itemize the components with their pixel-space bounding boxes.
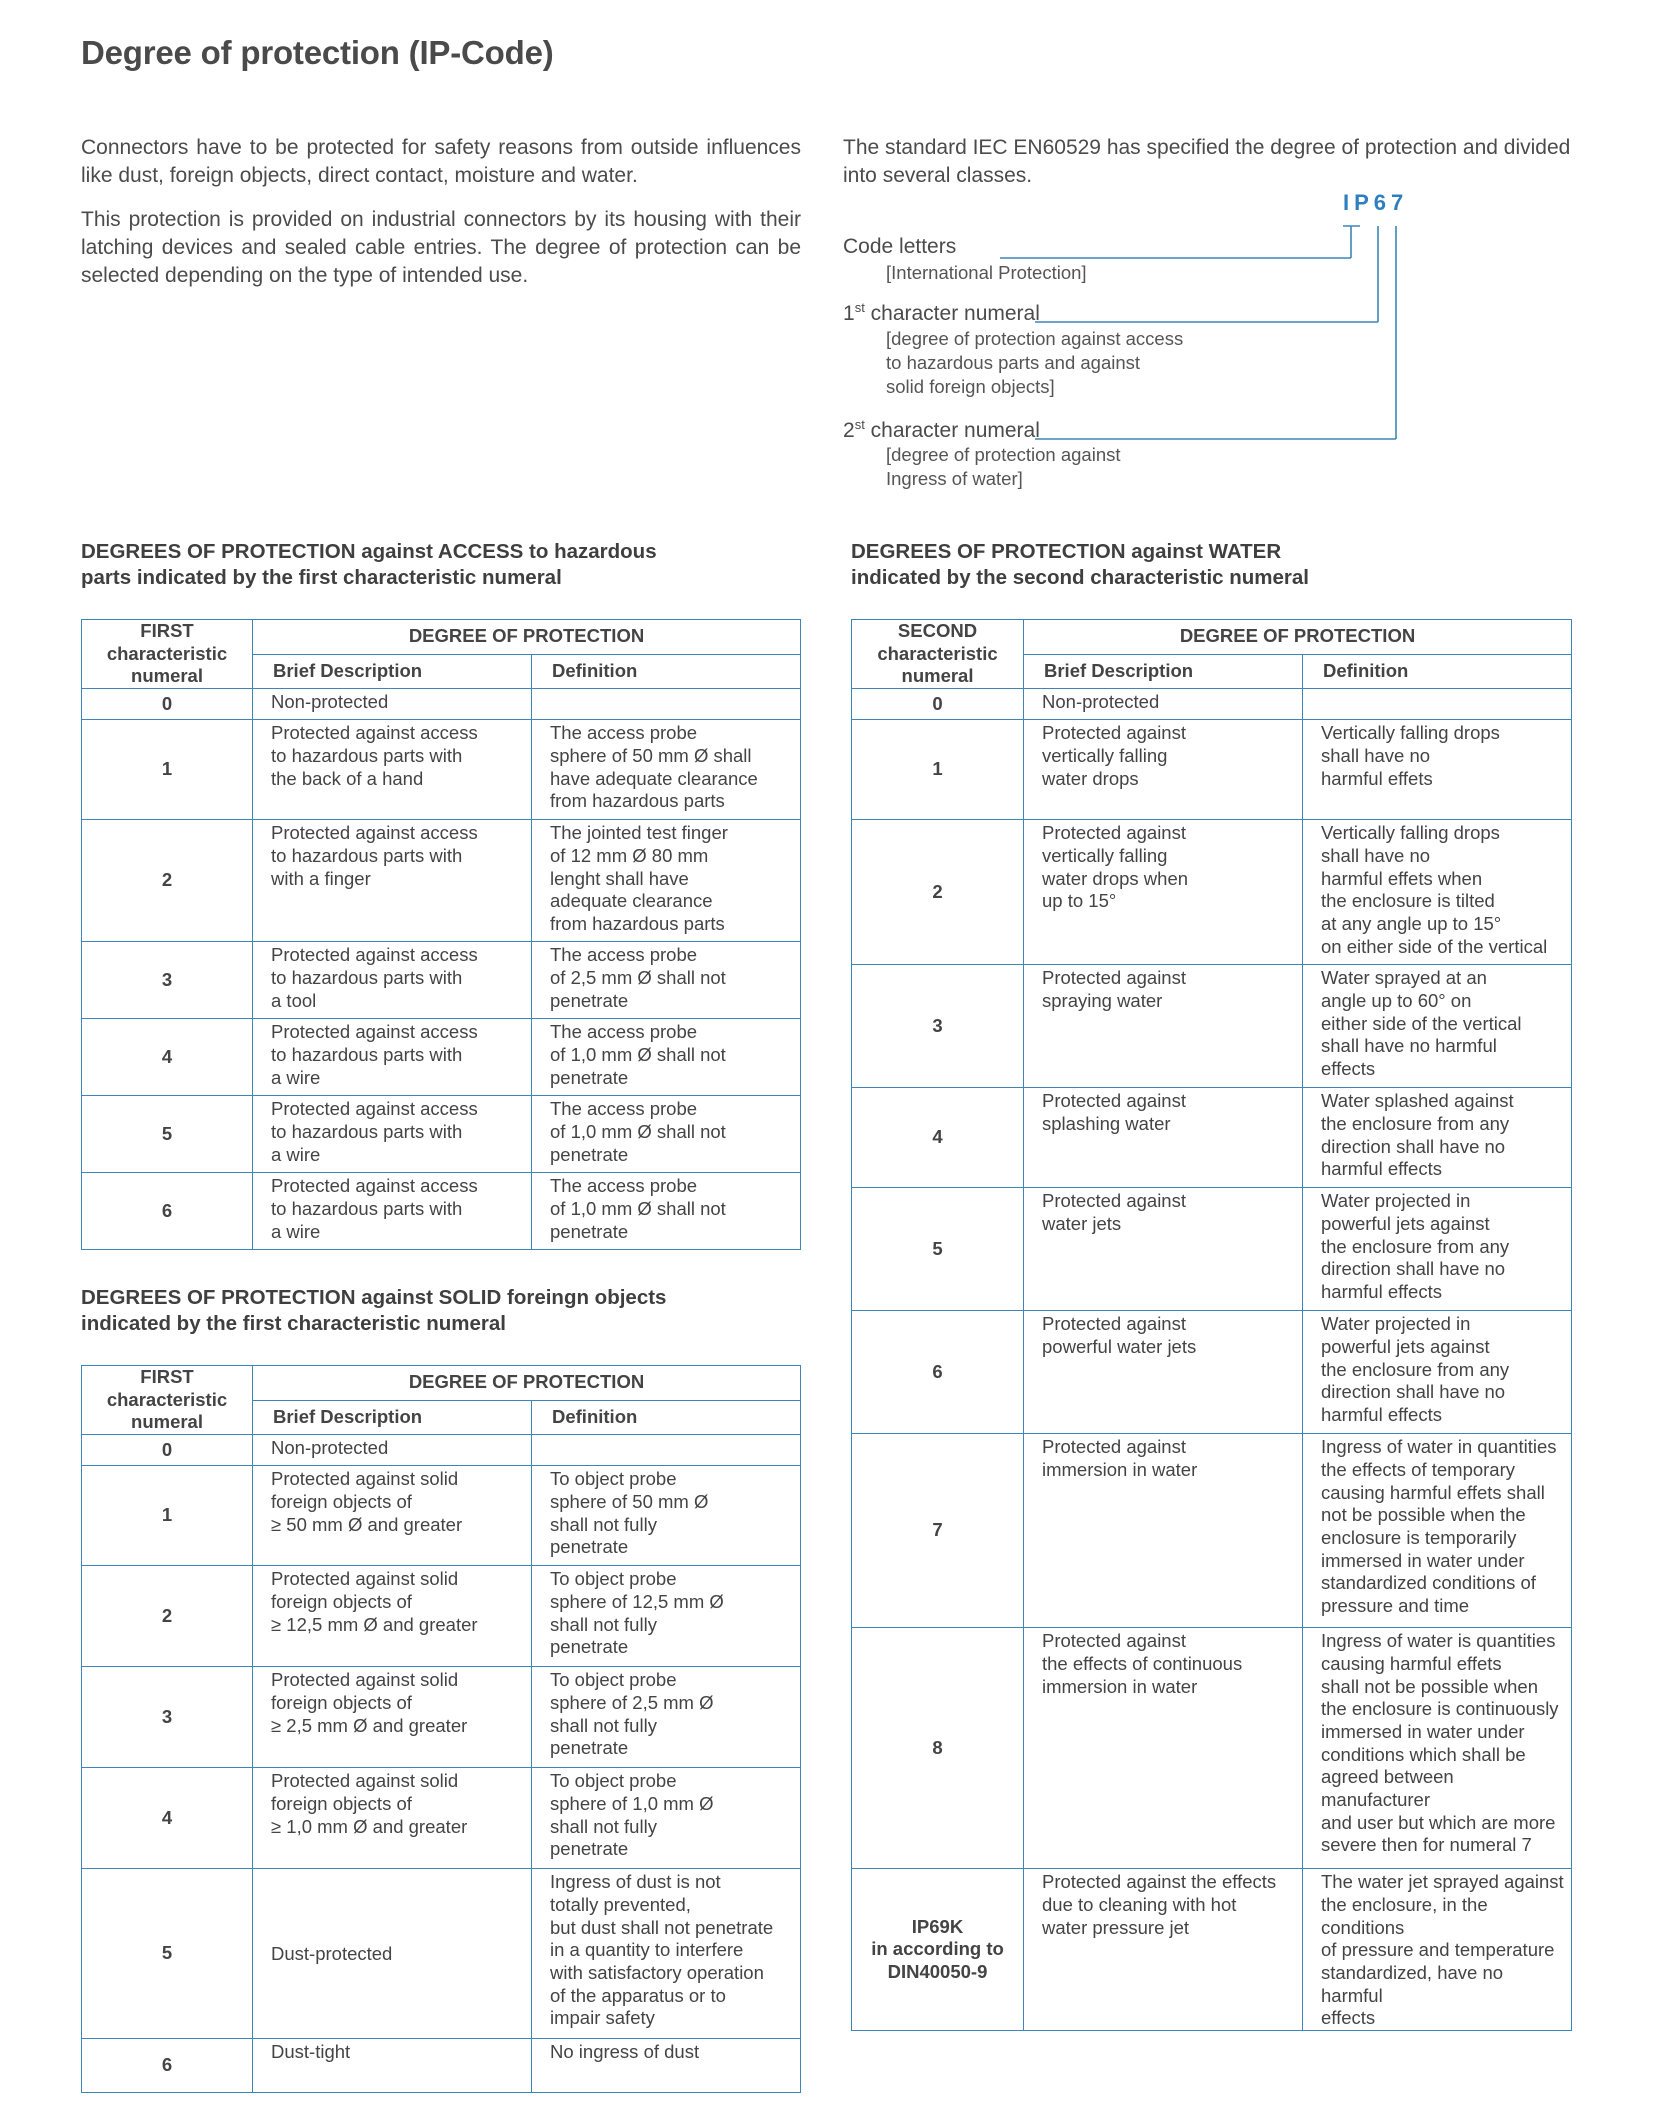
- row-numeral: 4: [852, 1088, 1024, 1188]
- degree-header: DEGREE OF PROTECTION: [253, 620, 801, 655]
- row-definition: [1303, 689, 1572, 720]
- row-definition: Ingress of water is quantities causing harmful effets shall not be possible when the enclosure is continuously immersed in water under conditions which shall be agreed between manufacturer and user but which are more severe then for numeral 7: [1303, 1628, 1572, 1869]
- row-numeral: 1: [82, 720, 253, 820]
- corner-header: FIRST characteristic numeral: [82, 620, 253, 689]
- row-definition: Water sprayed at an angle up to 60° on either side of the vertical shall have no harmful effects: [1303, 965, 1572, 1088]
- row-definition: The access probe of 1,0 mm Ø shall not penetrate: [532, 1019, 801, 1096]
- row-brief-description: Protected against access to hazardous parts with a wire: [253, 1173, 532, 1250]
- brief-description-header: Brief Description: [1024, 654, 1303, 689]
- table-row: [82, 1173, 801, 1250]
- table-row: [852, 689, 1572, 720]
- row-brief-description: Protected against spraying water: [1024, 965, 1303, 1088]
- table-row: [82, 1096, 801, 1173]
- row-definition: The water jet sprayed against the enclosure, in the conditions of pressure and temperature standardized, have no harmful effects: [1303, 1869, 1572, 2031]
- table-row: [82, 820, 801, 942]
- row-definition: The access probe of 2,5 mm Ø shall not penetrate: [532, 942, 801, 1019]
- row-definition: To object probe sphere of 2,5 mm Ø shall not fully penetrate: [532, 1667, 801, 1768]
- row-brief-description: Protected against the effects of continuous immersion in water: [1024, 1628, 1303, 1869]
- brief-description-header: Brief Description: [253, 654, 532, 689]
- row-brief-description: Protected against powerful water jets: [1024, 1311, 1303, 1434]
- table-row: [82, 1435, 801, 1466]
- row-numeral: 6: [852, 1311, 1024, 1434]
- row-numeral: 4: [82, 1019, 253, 1096]
- first-numeral-description: [degree of protection against access to hazardous parts and against solid foreign objects]: [886, 328, 1184, 397]
- code-letters-description: [International Protection]: [886, 262, 1087, 283]
- row-definition: No ingress of dust: [532, 2039, 801, 2093]
- brief-description-header: Brief Description: [253, 1400, 532, 1435]
- corner-header: FIRST characteristic numeral: [82, 1366, 253, 1435]
- row-brief-description: Protected against vertically falling water drops when up to 15°: [1024, 820, 1303, 965]
- row-definition: To object probe sphere of 12,5 mm Ø shall not fully penetrate: [532, 1566, 801, 1667]
- solid-section-title: DEGREES OF PROTECTION against SOLID foreingn objects indicated by the first characteristic numeral: [81, 1286, 667, 1335]
- table-row: [852, 1869, 1572, 2031]
- access-protection-table: [81, 619, 801, 1250]
- row-numeral: 5: [82, 1869, 253, 2039]
- table-row: [82, 1566, 801, 1667]
- row-brief-description: Protected against access to hazardous parts with a wire: [253, 1096, 532, 1173]
- row-numeral: 0: [82, 1435, 253, 1466]
- ip-code-diagram-lines: [0, 0, 1674, 520]
- row-brief-description: Protected against solid foreign objects of ≥ 1,0 mm Ø and greater: [253, 1768, 532, 1869]
- row-numeral: 3: [82, 1667, 253, 1768]
- row-numeral: 5: [852, 1188, 1024, 1311]
- row-brief-description: Protected against solid foreign objects of ≥ 50 mm Ø and greater: [253, 1466, 532, 1566]
- table-row: [852, 820, 1572, 965]
- row-numeral: 2: [852, 820, 1024, 965]
- degree-header: DEGREE OF PROTECTION: [1024, 620, 1572, 655]
- corner-header: SECOND characteristic numeral: [852, 620, 1024, 689]
- row-definition: The jointed test finger of 12 mm Ø 80 mm lenght shall have adequate clearance from hazardous parts: [532, 820, 801, 942]
- table-row: [852, 1188, 1572, 1311]
- row-numeral: 3: [852, 965, 1024, 1088]
- intro-paragraph-1: Connectors have to be protected for safety reasons from outside influences like dust, foreign objects, direct contact, moisture and water.: [81, 136, 801, 187]
- intro-paragraph-2: This protection is provided on industrial connectors by its housing with their latching devices and sealed cable entries. The degree of protection can be selected depending on the type of intended use.: [81, 208, 801, 287]
- table-row: [82, 689, 801, 720]
- row-numeral: 3: [82, 942, 253, 1019]
- row-brief-description: Protected against immersion in water: [1024, 1434, 1303, 1628]
- row-brief-description: Dust-protected: [253, 1869, 532, 2039]
- row-numeral: 2: [82, 820, 253, 942]
- table-row: [852, 1088, 1572, 1188]
- solid-protection-table: [81, 1365, 801, 2093]
- access-section-title: DEGREES OF PROTECTION against ACCESS to hazardous parts indicated by the first characteristic numeral: [81, 540, 657, 589]
- row-brief-description: Protected against access to hazardous parts with a wire: [253, 1019, 532, 1096]
- second-numeral-description: [degree of protection against Ingress of water]: [886, 444, 1121, 489]
- row-numeral: 0: [82, 689, 253, 720]
- row-definition: Ingress of water in quantities the effects of temporary causing harmful effets shall not be possible when the enclosure is temporarily immersed in water under standardized conditions of pressure and time: [1303, 1434, 1572, 1628]
- row-brief-description: Non-protected: [253, 1435, 532, 1466]
- row-brief-description: Protected against access to hazardous parts with a tool: [253, 942, 532, 1019]
- table-row: [82, 1019, 801, 1096]
- water-section-title: DEGREES OF PROTECTION against WATER indicated by the second characteristic numeral: [851, 540, 1309, 589]
- table-row: [82, 720, 801, 820]
- ip-code-example: IP67: [1343, 190, 1409, 215]
- row-brief-description: Protected against the effects due to cleaning with hot water pressure jet: [1024, 1869, 1303, 2031]
- code-letters-label: Code letters: [843, 235, 957, 258]
- row-numeral: 0: [852, 689, 1024, 720]
- definition-header: Definition: [1303, 654, 1572, 689]
- table-row: [852, 1434, 1572, 1628]
- row-brief-description: Non-protected: [1024, 689, 1303, 720]
- row-brief-description: Protected against solid foreign objects of ≥ 12,5 mm Ø and greater: [253, 1566, 532, 1667]
- row-numeral: 4: [82, 1768, 253, 1869]
- row-numeral: 6: [82, 1173, 253, 1250]
- table-row: [852, 1311, 1572, 1434]
- definition-header: Definition: [532, 1400, 801, 1435]
- table-row: [82, 1768, 801, 1869]
- page-title: Degree of protection (IP-Code): [81, 34, 554, 71]
- row-definition: Water projected in powerful jets against the enclosure from any direction shall have no harmful effects: [1303, 1188, 1572, 1311]
- row-definition: To object probe sphere of 50 mm Ø shall not fully penetrate: [532, 1466, 801, 1566]
- row-numeral: 7: [852, 1434, 1024, 1628]
- row-definition: [532, 689, 801, 720]
- row-definition: Ingress of dust is not totally prevented, but dust shall not penetrate in a quantity to interfere with satisfactory operation of the apparatus or to impair safety: [532, 1869, 801, 2039]
- degree-header: DEGREE OF PROTECTION: [253, 1366, 801, 1401]
- water-protection-table: [851, 619, 1572, 2031]
- row-definition: The access probe of 1,0 mm Ø shall not penetrate: [532, 1173, 801, 1250]
- table-row: [82, 1869, 801, 2039]
- table-row: [852, 1628, 1572, 1869]
- row-definition: Vertically falling drops shall have no harmful effets: [1303, 720, 1572, 820]
- row-numeral: 1: [852, 720, 1024, 820]
- row-numeral: 6: [82, 2039, 253, 2093]
- table-row: [82, 2039, 801, 2093]
- row-brief-description: Protected against splashing water: [1024, 1088, 1303, 1188]
- row-numeral: 1: [82, 1466, 253, 1566]
- second-numeral-label: 2st character numeral: [843, 417, 1040, 442]
- table-row: [82, 942, 801, 1019]
- row-numeral: 5: [82, 1096, 253, 1173]
- table-row: [82, 1466, 801, 1566]
- table-row: [82, 1667, 801, 1768]
- table-row: [852, 720, 1572, 820]
- definition-header: Definition: [532, 654, 801, 689]
- row-definition: The access probe sphere of 50 mm Ø shall have adequate clearance from hazardous parts: [532, 720, 801, 820]
- row-brief-description: Dust-tight: [253, 2039, 532, 2093]
- first-numeral-label: 1st character numeral: [843, 300, 1040, 325]
- row-definition: Vertically falling drops shall have no harmful effets when the enclosure is tilted at any angle up to 15° on either side of the vertical: [1303, 820, 1572, 965]
- row-brief-description: Protected against access to hazardous parts with the back of a hand: [253, 720, 532, 820]
- row-numeral: IP69K in according to DIN40050-9: [852, 1869, 1024, 2031]
- row-definition: To object probe sphere of 1,0 mm Ø shall not fully penetrate: [532, 1768, 801, 1869]
- table-row: [852, 965, 1572, 1088]
- row-definition: The access probe of 1,0 mm Ø shall not penetrate: [532, 1096, 801, 1173]
- row-definition: Water projected in powerful jets against the enclosure from any direction shall have no harmful effects: [1303, 1311, 1572, 1434]
- row-numeral: 8: [852, 1628, 1024, 1869]
- row-brief-description: Protected against vertically falling water drops: [1024, 720, 1303, 820]
- row-definition: Water splashed against the enclosure from any direction shall have no harmful effects: [1303, 1088, 1572, 1188]
- row-definition: [532, 1435, 801, 1466]
- intro-paragraph-3: The standard IEC EN60529 has specified the degree of protection and divided into several classes.: [843, 136, 1571, 187]
- row-brief-description: Protected against water jets: [1024, 1188, 1303, 1311]
- row-numeral: 2: [82, 1566, 253, 1667]
- row-brief-description: Non-protected: [253, 689, 532, 720]
- row-brief-description: Protected against solid foreign objects of ≥ 2,5 mm Ø and greater: [253, 1667, 532, 1768]
- row-brief-description: Protected against access to hazardous parts with with a finger: [253, 820, 532, 942]
